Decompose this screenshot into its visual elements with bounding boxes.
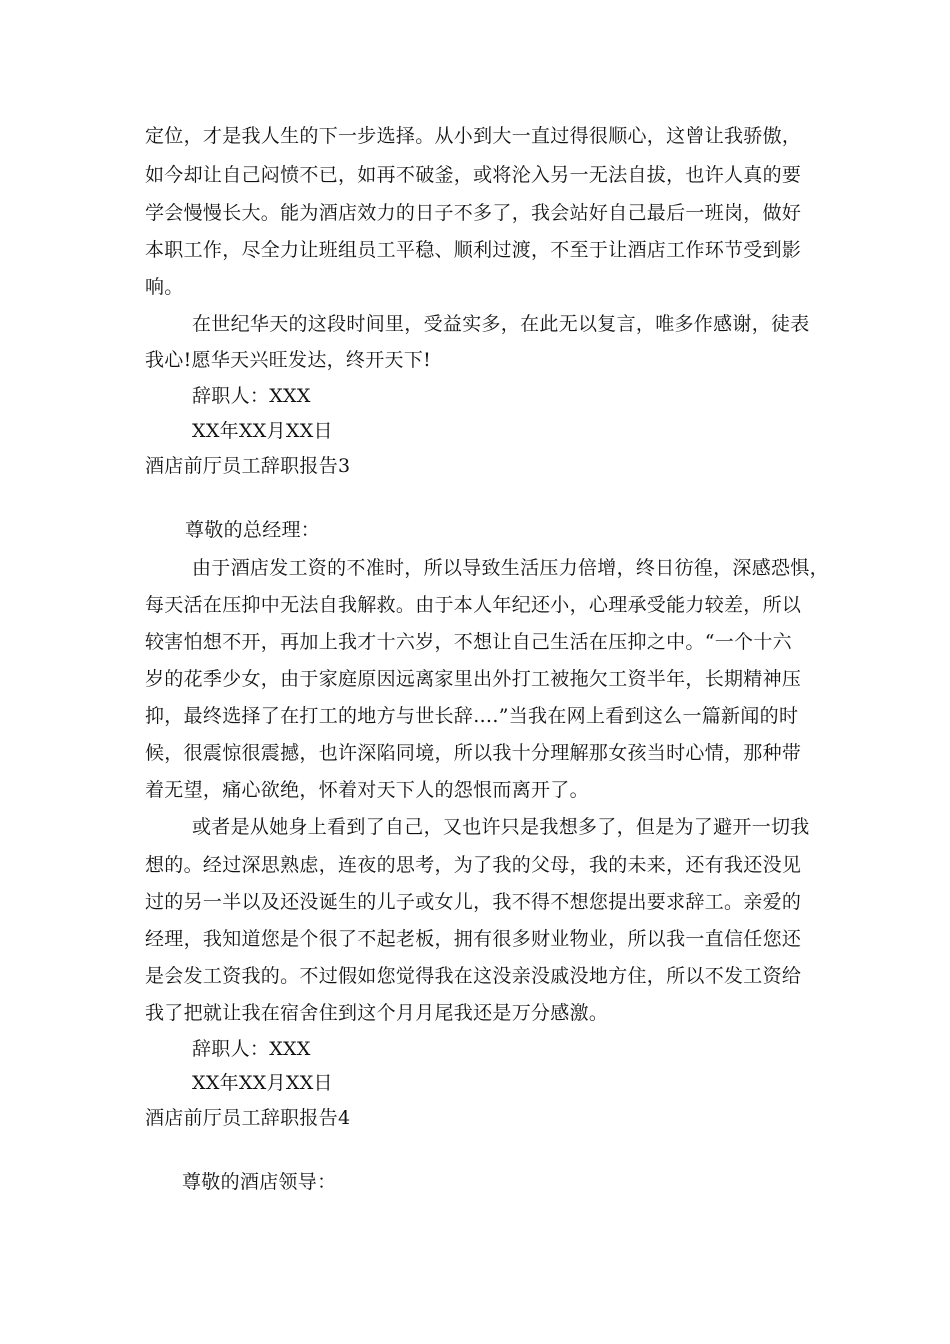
paragraph-line: 本职工作，尽全力让班组员工平稳、顺利过渡，不至于让酒店工作环节受到影 (145, 239, 802, 261)
paragraph-line: 抑，最终选择了在打工的地方与世长辞….”当我在网上看到这么一篇新闻的时 (145, 705, 799, 727)
signature-date: XX年XX月XX日 (192, 420, 333, 442)
signature-date: XX年XX月XX日 (192, 1072, 333, 1094)
section-title: 酒店前厅员工辞职报告4 (145, 1107, 351, 1129)
paragraph-line: 如今却让自己闷愤不已，如再不破釜，或将沦入另一无法自拔，也许人真的要 (145, 164, 802, 186)
signature-name: 辞职人：XXX (192, 385, 311, 407)
paragraph-line: 想的。经过深思熟虑，连夜的思考，为了我的父母，我的未来，还有我还没见 (145, 854, 802, 876)
paragraph-line: 在世纪华天的这段时间里，受益实多，在此无以复言，唯多作感谢，徒表 (192, 313, 810, 335)
signature-name: 辞职人：XXX (192, 1038, 311, 1060)
paragraph-line: 我了把就让我在宿舍住到这个月月尾我还是万分感激。 (145, 1002, 609, 1024)
paragraph-line: 过的另一半以及还没诞生的儿子或女儿，我不得不想您提出要求辞工。亲爱的 (145, 891, 802, 913)
paragraph-line: 学会慢慢长大。能为酒店效力的日子不多了，我会站好自己最后一班岗，做好 (145, 202, 802, 224)
paragraph-line: 我心!愿华天兴旺发达，终开天下! (145, 349, 432, 371)
paragraph-line: 响。 (145, 276, 184, 298)
paragraph-line: 或者是从她身上看到了自己，又也许只是我想多了，但是为了避开一切我 (192, 816, 810, 838)
paragraph-line: 着无望，痛心欲绝，怀着对天下人的怨恨而离开了。 (145, 779, 589, 801)
paragraph-line: 由于酒店发工资的不准时，所以导致生活压力倍增，终日彷徨，深感恐惧， (192, 557, 829, 579)
paragraph-line: 岁的花季少女，由于家庭原因远离家里出外打工被拖欠工资半年，长期精神压 (145, 668, 802, 690)
section-title: 酒店前厅员工辞职报告3 (145, 455, 351, 477)
paragraph-line: 每天活在压抑中无法自我解救。由于本人年纪还小，心理承受能力较差，所以 (145, 594, 802, 616)
paragraph-line: 候，很震惊很震撼，也许深陷同境，所以我十分理解那女孩当时心情，那种带 (145, 742, 802, 764)
paragraph-line: 是会发工资我的。不过假如您觉得我在这没亲没戚没地方住，所以不发工资给 (145, 965, 802, 987)
salutation: 尊敬的酒店领导： (182, 1171, 337, 1193)
paragraph-line: 定位，才是我人生的下一步选择。从小到大一直过得很顺心，这曾让我骄傲， (145, 125, 802, 147)
paragraph-line: 经理，我知道您是个很了不起老板，拥有很多财业物业，所以我一直信任您还 (145, 928, 802, 950)
paragraph-line: 较害怕想不开，再加上我才十六岁，不想让自己生活在压抑之中。“一个十六 (145, 631, 792, 653)
salutation: 尊敬的总经理： (185, 519, 321, 541)
